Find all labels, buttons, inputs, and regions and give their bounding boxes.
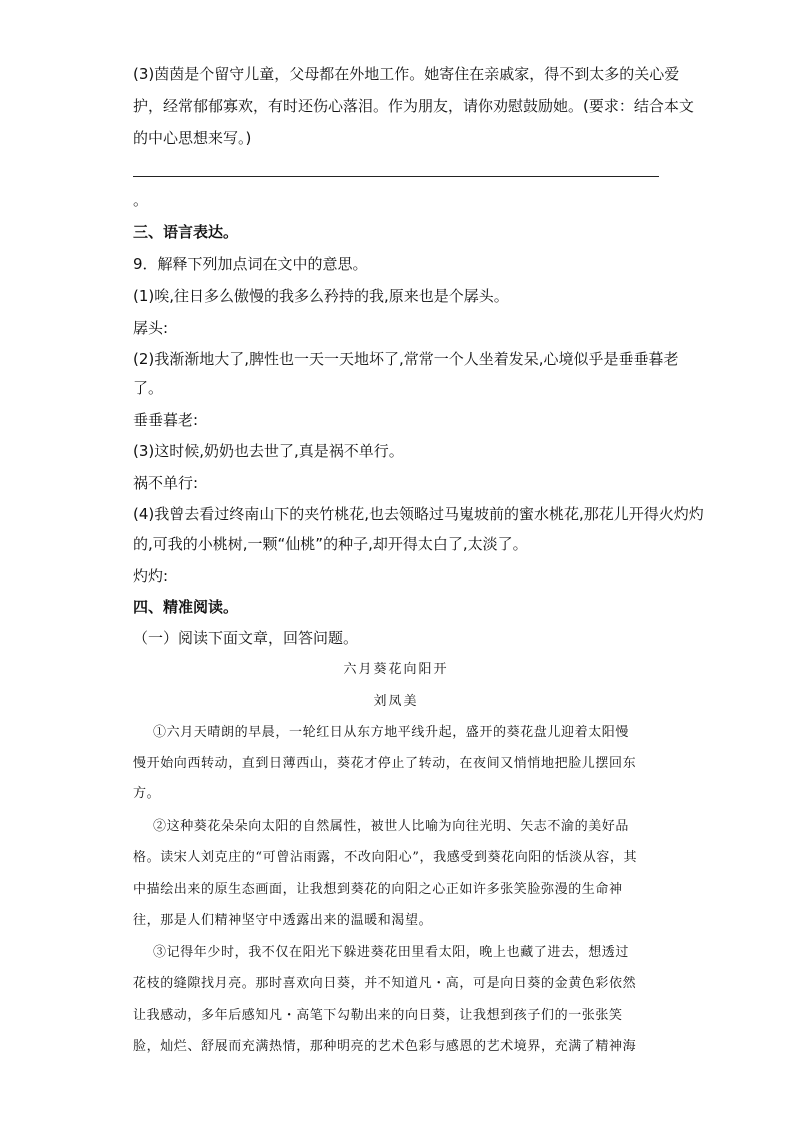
answer-line[interactable]: [133, 176, 659, 177]
paragraph-3-line-4: 脸，灿烂、舒展而充满热情，那种明亮的艺术色彩与感恩的艺术境界，充满了精神海: [133, 1039, 637, 1054]
question-9-prompt: 9．解释下列加点词在文中的意思。: [133, 255, 368, 273]
item-1-word: 孱头:: [133, 319, 169, 337]
item-3-word: 祸不单行:: [133, 474, 199, 492]
paragraph-2-line-3: 中描绘出来的原生态画面，让我想到葵花的向阳之心正如许多张笑脸弥漫的生命神: [133, 882, 623, 897]
paragraph-2-line-2: 格。读宋人刘克庄的“可曾沾雨露，不改向阳心”，我感受到葵花向阳的恬淡从容，其: [133, 850, 638, 865]
item-2-sentence-line-2: 了。: [133, 379, 164, 397]
item-2-sentence-line-1: (2)我渐渐地大了,脾性也一天一天地坏了,常常一个人坐着发呆,心境似乎是垂垂暮老: [133, 350, 679, 368]
section-3-heading: 三、语言表达。: [133, 223, 239, 241]
question-3-line-2: 护，经常郁郁寡欢，有时还伤心落泪。作为朋友，请你劝慰鼓励她。(要求：结合本文: [133, 97, 694, 115]
item-3-sentence: (3)这时候,奶奶也去世了,真是祸不单行。: [133, 442, 404, 460]
paragraph-2-line-4: 往，那是人们精神坚守中透露出来的温暖和渴望。: [133, 913, 433, 928]
article-title: 六月葵花向阳开: [343, 662, 449, 677]
question-3-line-1: (3)茵茵是个留守儿童，父母都在外地工作。她寄住在亲戚家，得不到太多的关心爱: [133, 65, 680, 83]
paragraph-2-line-1: ②这种葵花朵朵向太阳的自然属性，被世人比喻为向往光明、矢志不渝的美好品: [153, 819, 630, 834]
paragraph-3-line-1: ③记得年少时，我不仅在阳光下躲进葵花田里看太阳，晚上也藏了进去，想透过: [153, 945, 630, 960]
article-author: 刘凤美: [373, 694, 419, 709]
section-4-heading: 四、精准阅读。: [133, 598, 239, 616]
answer-end-mark: 。: [133, 191, 149, 209]
paragraph-3-line-3: 让我感动，多年后感知凡・高笔下勾勒出来的向日葵，让我想到孩子们的一张张笑: [133, 1008, 623, 1023]
item-1-sentence: (1)唉,往日多么傲慢的我多么矜持的我,原来也是个孱头。: [133, 287, 509, 305]
item-4-sentence-line-1: (4)我曾去看过终南山下的夹竹桃花,也去领略过马嵬坡前的蜜水桃花,那花儿开得火灼灼: [133, 505, 704, 523]
item-2-word: 垂垂暮老:: [133, 411, 199, 429]
paragraph-1-line-1: ①六月天晴朗的早晨，一轮红日从东方地平线升起，盛开的葵花盘儿迎着太阳慢: [153, 725, 630, 740]
item-4-word: 灼灼:: [133, 567, 169, 585]
paragraph-1-line-3: 方。: [133, 786, 161, 801]
paragraph-3-line-2: 花枝的缝隙找月亮。那时喜欢向日葵，并不知道凡・高，可是向日葵的金黄色彩依然: [133, 976, 637, 991]
reading-instruction: （一）阅读下面文章，回答问题。: [133, 629, 359, 647]
paragraph-1-line-2: 慢开始向西转动，直到日薄西山，葵花才停止了转动，在夜间又悄悄地把脸儿摆回东: [133, 756, 637, 771]
item-4-sentence-line-2: 的,可我的小桃树,一颗“仙桃”的种子,却开得太白了,太淡了。: [133, 535, 528, 553]
question-3-line-3: 的中心思想来写。): [133, 129, 252, 147]
